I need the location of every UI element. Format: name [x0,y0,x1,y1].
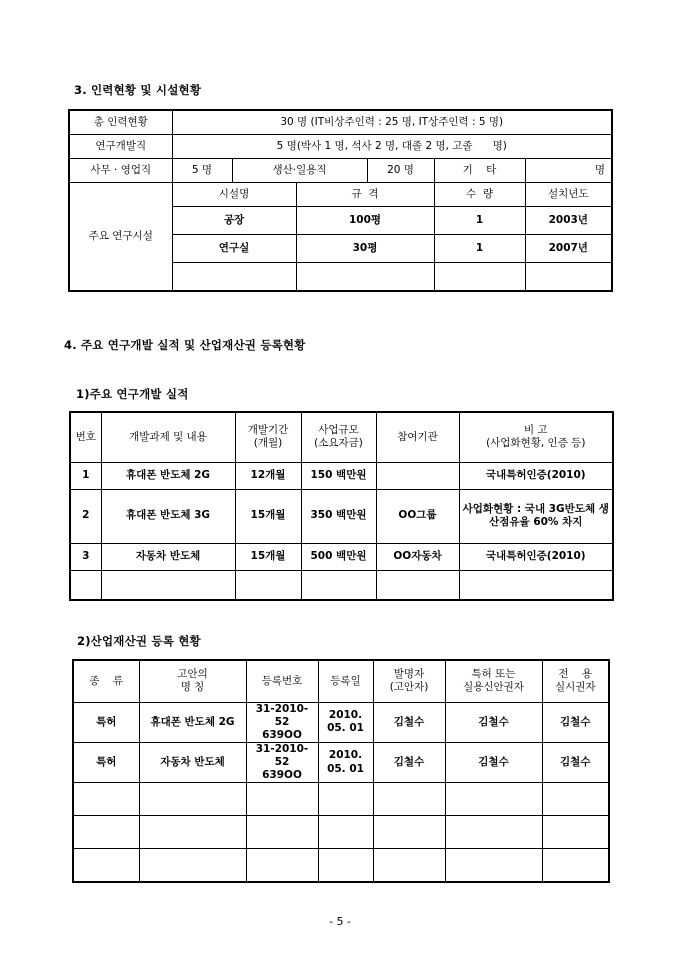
ip-row-name [139,849,246,882]
ip-row-name [139,816,246,849]
rnd-row-note [459,570,613,600]
etc-staff-value: 명 [525,159,612,183]
production-staff-value: 20 명 [367,159,434,183]
production-staff-label: 생산·일용직 [232,159,367,183]
ip-row-holder [445,816,542,849]
rnd-row-note: 사업화현황 : 국내 3G반도체 생산점유율 60% 차지 [459,489,613,543]
ip-row-holder: 김철수 [445,702,542,742]
ip-header-name: 고안의 명 칭 [139,660,246,702]
office-staff-label: 사무 · 영업직 [69,159,172,183]
facility-row-name: 연구실 [172,235,296,263]
rnd-row-period [235,570,301,600]
rnd-header-org: 참여기관 [376,412,459,462]
facility-row-spec [296,263,434,291]
ip-row-holder [445,849,542,882]
rnd-row-no: 2 [70,489,101,543]
rnd-row-period: 12개월 [235,462,301,489]
ip-row-type [73,816,139,849]
rnd-row-note: 국내특허인증(2010) [459,543,613,570]
rnd-row-scale: 150 백만원 [301,462,376,489]
ip-registration-heading: 2)산업재산권 등록 현황 [77,634,201,648]
rnd-row-no: 1 [70,462,101,489]
facility-header-year: 설치년도 [525,183,612,207]
rnd-row-scale: 350 백만원 [301,489,376,543]
staff-facility-table [68,109,613,292]
ip-header-holder: 특허 또는 실용신안권자 [445,660,542,702]
facility-row-qty [434,263,525,291]
facility-row-name [172,263,296,291]
facility-label: 주요 연구시설 [69,183,172,291]
ip-row-inventor [373,849,445,882]
rnd-row-task: 휴대폰 반도체 2G [101,462,235,489]
ip-row-reg-no [246,783,318,816]
ip-row-type [73,849,139,882]
ip-row-inventor: 김철수 [373,702,445,742]
ip-row-type: 특허 [73,742,139,782]
total-staff-label: 총 인력현황 [69,110,172,135]
ip-header-reg-no: 등록번호 [246,660,318,702]
ip-row-reg-no [246,816,318,849]
facility-header-qty: 수 량 [434,183,525,207]
ip-row-name: 자동차 반도체 [139,742,246,782]
ip-header-type: 종 류 [73,660,139,702]
rnd-row-period: 15개월 [235,489,301,543]
rnd-header-period: 개발기간 (개월) [235,412,301,462]
ip-row-type [73,783,139,816]
rnd-achievements-table [69,411,614,601]
facility-row-year [525,263,612,291]
ip-row-holder: 김철수 [445,742,542,782]
rnd-row-task: 휴대폰 반도체 3G [101,489,235,543]
section3-heading: 3. 인력현황 및 시설현황 [74,83,202,97]
ip-row-inventor [373,783,445,816]
ip-row-date [318,783,373,816]
rnd-row-task [101,570,235,600]
rnd-row-no: 3 [70,543,101,570]
ip-registration-table [72,659,610,883]
rnd-achievements-heading: 1)주요 연구개발 실적 [76,387,189,401]
ip-header-inventor: 발명자 (고안자) [373,660,445,702]
rnd-row-org [376,462,459,489]
rnd-row-org: OO자동차 [376,543,459,570]
facility-row-spec: 100평 [296,207,434,235]
etc-staff-label: 기 타 [434,159,525,183]
rnd-row-scale: 500 백만원 [301,543,376,570]
facility-row-name: 공장 [172,207,296,235]
rnd-header-no: 번호 [70,412,101,462]
facility-row-year: 2007년 [525,235,612,263]
rnd-row-no [70,570,101,600]
rnd-staff-value: 5 명(박사 1 명, 석사 2 명, 대졸 2 명, 고졸 명) [172,135,612,159]
rnd-staff-label: 연구개발직 [69,135,172,159]
section4-heading: 4. 주요 연구개발 실적 및 산업재산권 등록현황 [64,338,306,352]
facility-header-name: 시설명 [172,183,296,207]
ip-header-date: 등록일 [318,660,373,702]
total-staff-value: 30 명 (IT비상주인력 : 25 명, IT상주인력 : 5 명) [172,110,612,135]
ip-row-reg-no: 31-2010-52 639OO [246,702,318,742]
facility-row-spec: 30평 [296,235,434,263]
facility-row-qty: 1 [434,207,525,235]
ip-row-name [139,783,246,816]
ip-row-name: 휴대폰 반도체 2G [139,702,246,742]
facility-row-year: 2003년 [525,207,612,235]
ip-row-reg-no [246,849,318,882]
rnd-row-org [376,570,459,600]
ip-row-reg-no: 31-2010-52 639OO [246,742,318,782]
ip-row-licensee [542,816,609,849]
ip-row-date: 2010. 05. 01 [318,702,373,742]
ip-row-holder [445,783,542,816]
facility-header-spec: 규 격 [296,183,434,207]
rnd-header-note: 비 고 (사업화현황, 인증 등) [459,412,613,462]
rnd-row-note: 국내특허인증(2010) [459,462,613,489]
ip-header-licensee: 전 용 실시권자 [542,660,609,702]
ip-row-date [318,849,373,882]
rnd-header-scale: 사업규모 (소요자금) [301,412,376,462]
rnd-row-scale [301,570,376,600]
office-staff-value: 5 명 [172,159,232,183]
ip-row-inventor [373,816,445,849]
page-number: - 5 - [329,915,351,928]
ip-row-type: 특허 [73,702,139,742]
ip-row-date: 2010. 05. 01 [318,742,373,782]
facility-row-qty: 1 [434,235,525,263]
rnd-row-task: 자동차 반도체 [101,543,235,570]
rnd-row-period: 15개월 [235,543,301,570]
ip-row-licensee [542,783,609,816]
ip-row-licensee: 김철수 [542,702,609,742]
rnd-header-task: 개발과제 및 내용 [101,412,235,462]
ip-row-date [318,816,373,849]
rnd-row-org: OO그룹 [376,489,459,543]
ip-row-licensee [542,849,609,882]
ip-row-inventor: 김철수 [373,742,445,782]
ip-row-licensee: 김철수 [542,742,609,782]
